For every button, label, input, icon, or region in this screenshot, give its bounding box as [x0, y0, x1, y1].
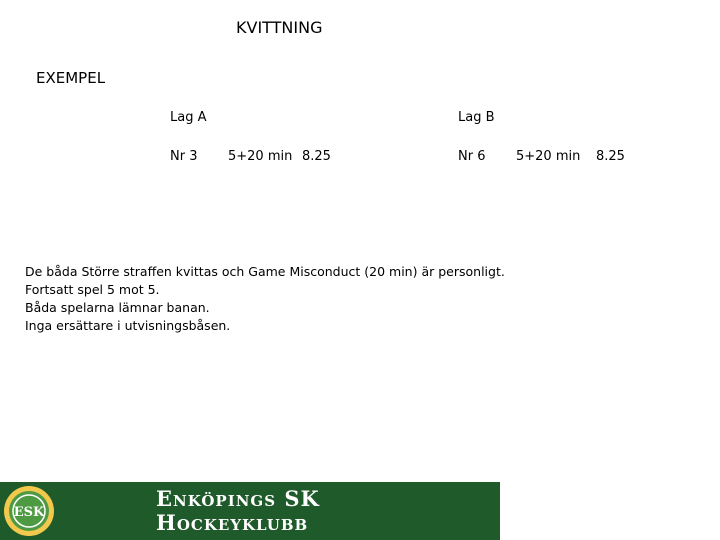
- team-a-penalty: 5+20 min: [228, 149, 293, 164]
- note-line: Inga ersättare i utvisningsbåsen.: [25, 318, 231, 333]
- club-name-line2: Hockeyklubb: [156, 510, 309, 535]
- page-title: KVITTNING: [236, 18, 323, 37]
- rule-notes: [25, 263, 505, 335]
- note-line: Båda spelarna lämnar banan.: [25, 300, 210, 315]
- club-name: [156, 487, 320, 535]
- club-name-line1: Enköpings SK: [156, 486, 320, 511]
- note-line: De båda Större straffen kvittas och Game Misconduct (20 min) är personligt.: [25, 264, 505, 279]
- team-b-player: Nr 6: [458, 149, 486, 164]
- club-footer-band: [0, 482, 500, 540]
- example-heading: EXEMPEL: [36, 69, 106, 87]
- team-b-penalty: 5+20 min: [516, 149, 581, 164]
- team-b-label: Lag B: [458, 110, 495, 125]
- team-a-label: Lag A: [170, 110, 207, 125]
- team-b-time: 8.25: [596, 149, 625, 164]
- club-crest-icon: [2, 484, 56, 538]
- team-a-time: 8.25: [302, 149, 331, 164]
- note-line: Fortsatt spel 5 mot 5.: [25, 282, 160, 297]
- svg-text:ESK: ESK: [13, 505, 45, 520]
- team-a-player: Nr 3: [170, 149, 198, 164]
